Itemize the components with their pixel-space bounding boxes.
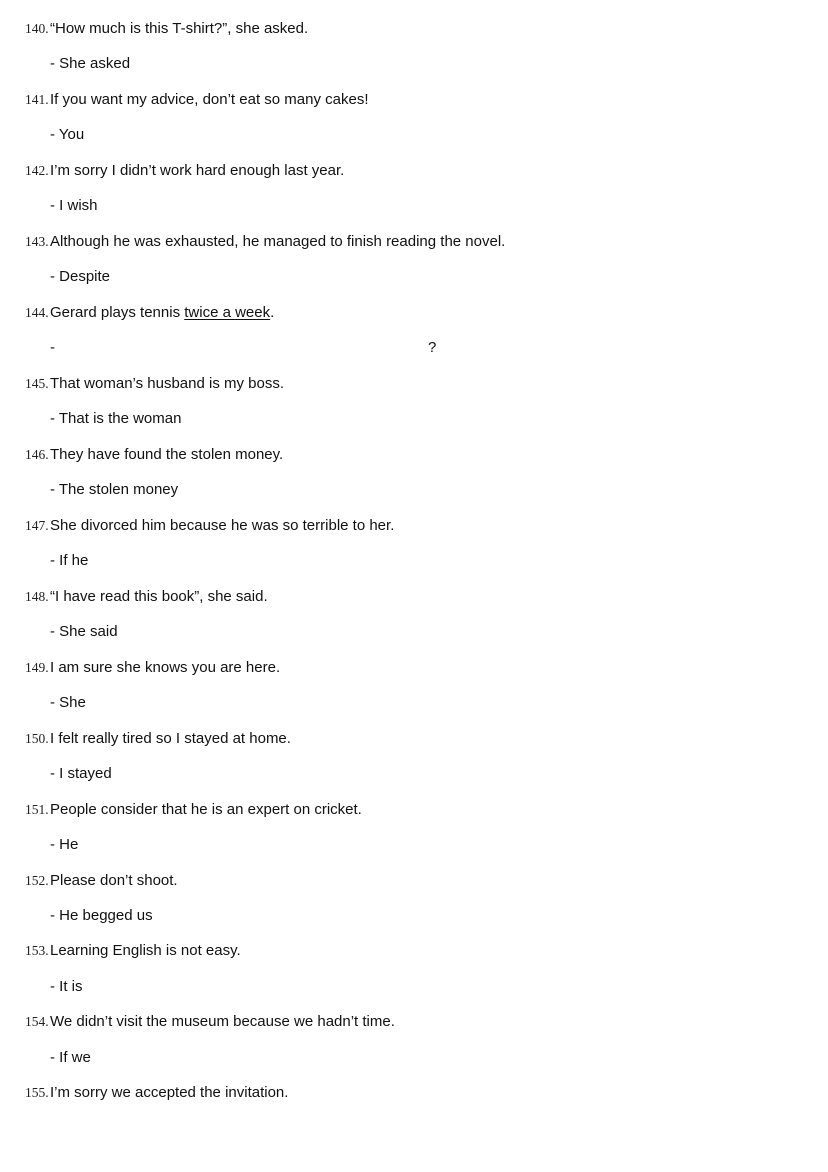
question-number: 153.: [25, 943, 49, 958]
question-sentence: Although he was exhausted, he managed to finish reading the novel.: [50, 233, 506, 250]
answer-prompt: - If we: [50, 1049, 91, 1066]
answer-prompt: - Despite: [50, 268, 111, 285]
question-number: 143.: [25, 234, 49, 249]
answer-prompt: -: [50, 339, 55, 356]
sentence-part: .: [270, 304, 275, 321]
question-sentence: They have found the stolen money.: [50, 446, 284, 463]
answer-prompt: - She asked: [50, 55, 131, 72]
question-sentence: People consider that he is an expert on cricket.: [50, 801, 362, 818]
answer-prompt: - That is the woman: [50, 410, 182, 427]
answer-prompt: - The stolen money: [50, 481, 179, 498]
answer-prompt: - You: [50, 126, 85, 143]
question-sentence: [50, 301, 274, 325]
question-sentence: I am sure she knows you are here.: [50, 659, 281, 676]
question-sentence: I felt really tired so I stayed at home.: [50, 730, 291, 747]
question-number: 154.: [25, 1014, 49, 1029]
question-sentence: That woman’s husband is my boss.: [50, 375, 285, 392]
question-number: 141.: [25, 92, 49, 107]
answer-prompt: - She said: [50, 623, 118, 640]
question-sentence: Learning English is not easy.: [50, 942, 241, 959]
question-number: 152.: [25, 873, 49, 888]
question-number: 151.: [25, 802, 49, 817]
answer-prompt: - It is: [50, 978, 83, 995]
question-sentence: I’m sorry we accepted the invitation.: [50, 1084, 289, 1101]
answer-prompt: - I wish: [50, 197, 98, 214]
question-number: 147.: [25, 518, 49, 533]
question-sentence: I’m sorry I didn’t work hard enough last year.: [50, 162, 345, 179]
question-sentence: She divorced him because he was so terrible to her.: [50, 517, 395, 534]
question-sentence: If you want my advice, don’t eat so many cakes!: [50, 91, 369, 108]
question-sentence: We didn’t visit the museum because we hadn’t time.: [50, 1013, 395, 1030]
question-number: 146.: [25, 447, 49, 462]
question-number: 149.: [25, 660, 49, 675]
answer-prompt: - She: [50, 694, 86, 711]
question-number: 148.: [25, 589, 49, 604]
question-number: 142.: [25, 163, 49, 178]
question-number: 145.: [25, 376, 49, 391]
answer-prompt: - I stayed: [50, 765, 112, 782]
question-number: 155.: [25, 1085, 49, 1100]
question-number: 144.: [25, 305, 49, 320]
answer-prompt: - He begged us: [50, 907, 153, 924]
sentence-part: Gerard plays tennis: [50, 304, 185, 321]
question-sentence: “How much is this T-shirt?”, she asked.: [50, 20, 309, 37]
question-number: 150.: [25, 731, 49, 746]
question-sentence: Please don’t shoot.: [50, 872, 178, 889]
answer-prompt: - He: [50, 836, 79, 853]
answer-prompt: - If he: [50, 552, 89, 569]
question-sentence: “I have read this book”, she said.: [50, 588, 268, 605]
underlined-phrase: twice a week: [184, 304, 271, 321]
question-number: 140.: [25, 21, 49, 36]
question-mark: ?: [428, 339, 437, 356]
